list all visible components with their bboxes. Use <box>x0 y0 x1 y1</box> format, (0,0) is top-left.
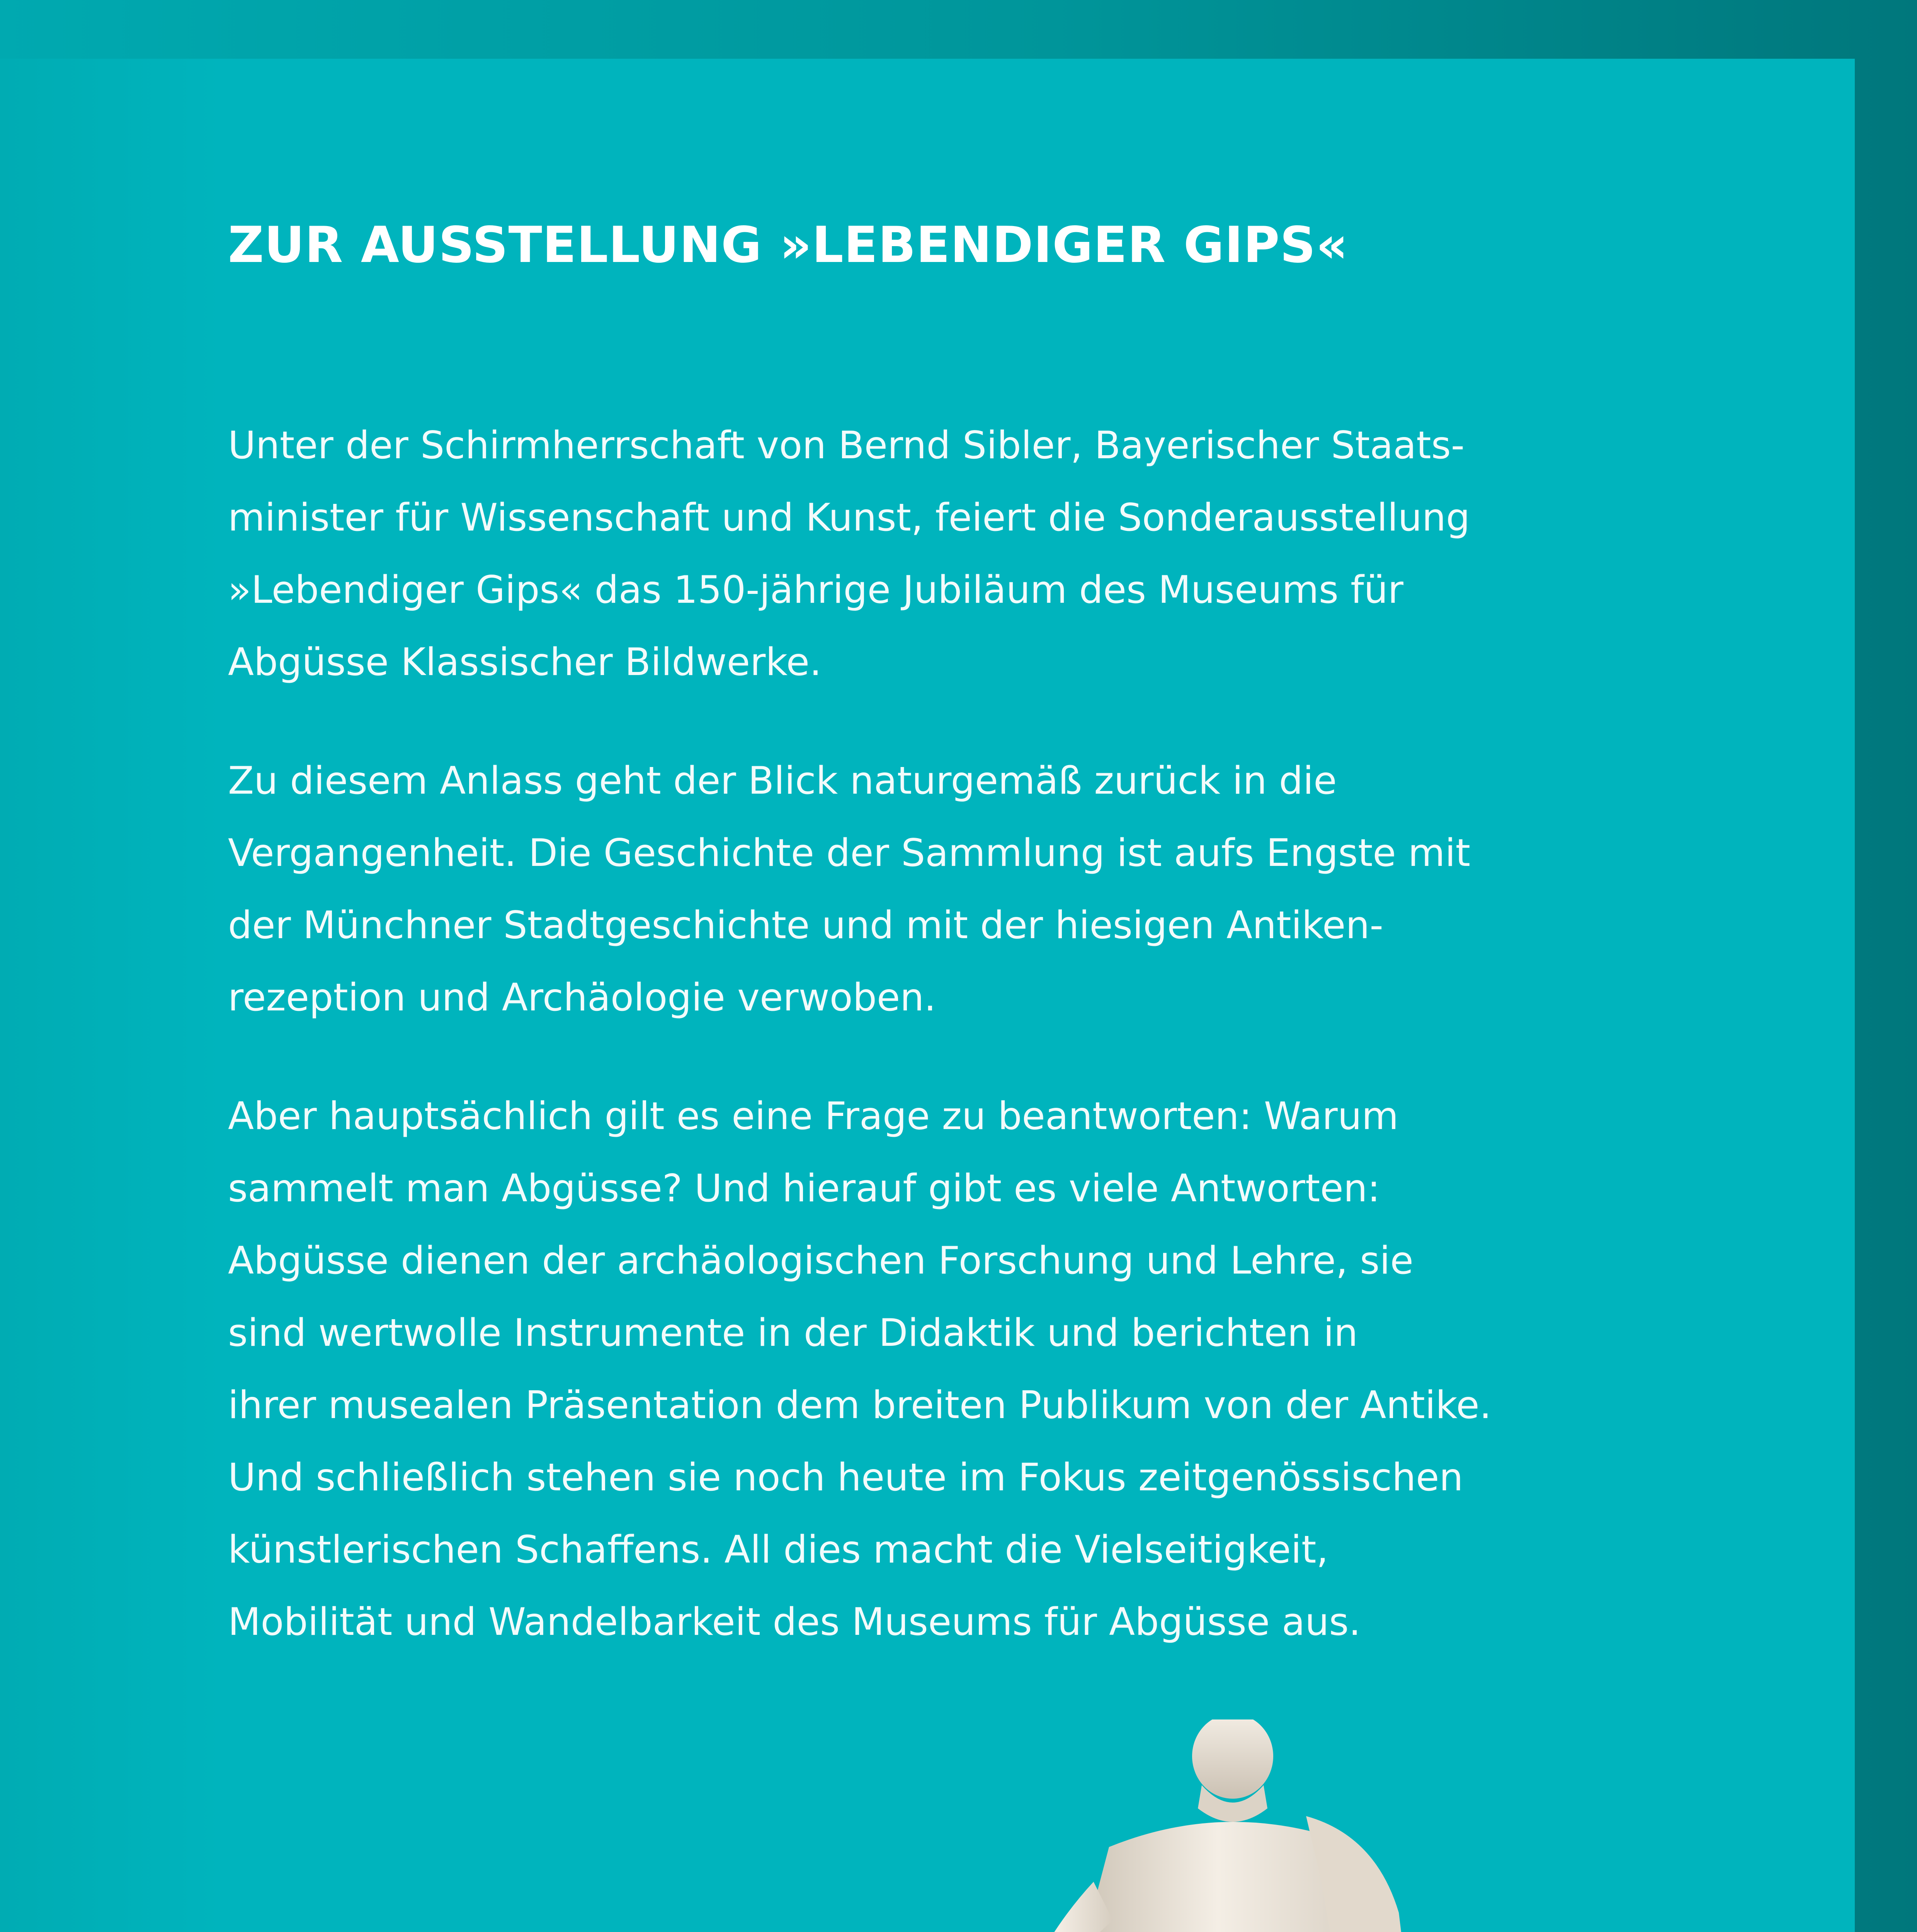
text-line: der Münchner Stadtgeschichte und mit der hiesigen Antiken- <box>228 903 1383 947</box>
text-line: sammelt man Abgüsse? Und hierauf gibt es viele Antworten: <box>228 1167 1380 1211</box>
page-title: ZUR AUSSTELLUNG »LEBENDIGER GIPS« <box>228 216 1349 274</box>
text-line: Aber hauptsächlich gilt es eine Frage zu beantworten: Warum <box>228 1094 1399 1138</box>
text-line: Zu diesem Anlass geht der Blick naturgemäß zurück in die <box>228 759 1337 803</box>
statue-group-icon <box>0 1719 1917 1932</box>
text-line: künstlerischen Schaffens. All dies macht die Vielseitigkeit, <box>228 1528 1328 1572</box>
text-line: minister für Wissenschaft und Kunst, feiert die Sonderausstellung <box>228 496 1470 540</box>
text-line: Unter der Schirmherrschaft von Bernd Sibler, Bayerischer Staats- <box>228 423 1465 468</box>
paragraph-purpose <box>228 1080 1619 1658</box>
hercules-statue <box>1012 1719 1424 1932</box>
text-line: »Lebendiger Gips« das 150-jährige Jubiläum des Museums für <box>228 568 1403 612</box>
text-line: ihrer musealen Präsentation dem breiten Publikum von der Antike. <box>228 1383 1492 1427</box>
text-line: Abgüsse Klassischer Bildwerke. <box>228 640 822 684</box>
body-text <box>228 410 1619 1705</box>
paragraph-history <box>228 745 1619 1034</box>
text-line: sind wertwolle Instrumente in der Didaktik und berichten in <box>228 1311 1358 1355</box>
text-line: Abgüsse dienen der archäologischen Forschung und Lehre, sie <box>228 1239 1414 1283</box>
text-line: rezeption und Archäologie verwoben. <box>228 976 936 1020</box>
text-line: Und schließlich stehen sie noch heute im Fokus zeitgenössischen <box>228 1456 1463 1500</box>
paragraph-intro <box>228 410 1619 699</box>
text-line: Mobilität und Wandelbarkeit des Museums für Abgüsse aus. <box>228 1600 1361 1644</box>
text-line: Vergangenheit. Die Geschichte der Sammlung ist aufs Engste mit <box>228 831 1471 875</box>
